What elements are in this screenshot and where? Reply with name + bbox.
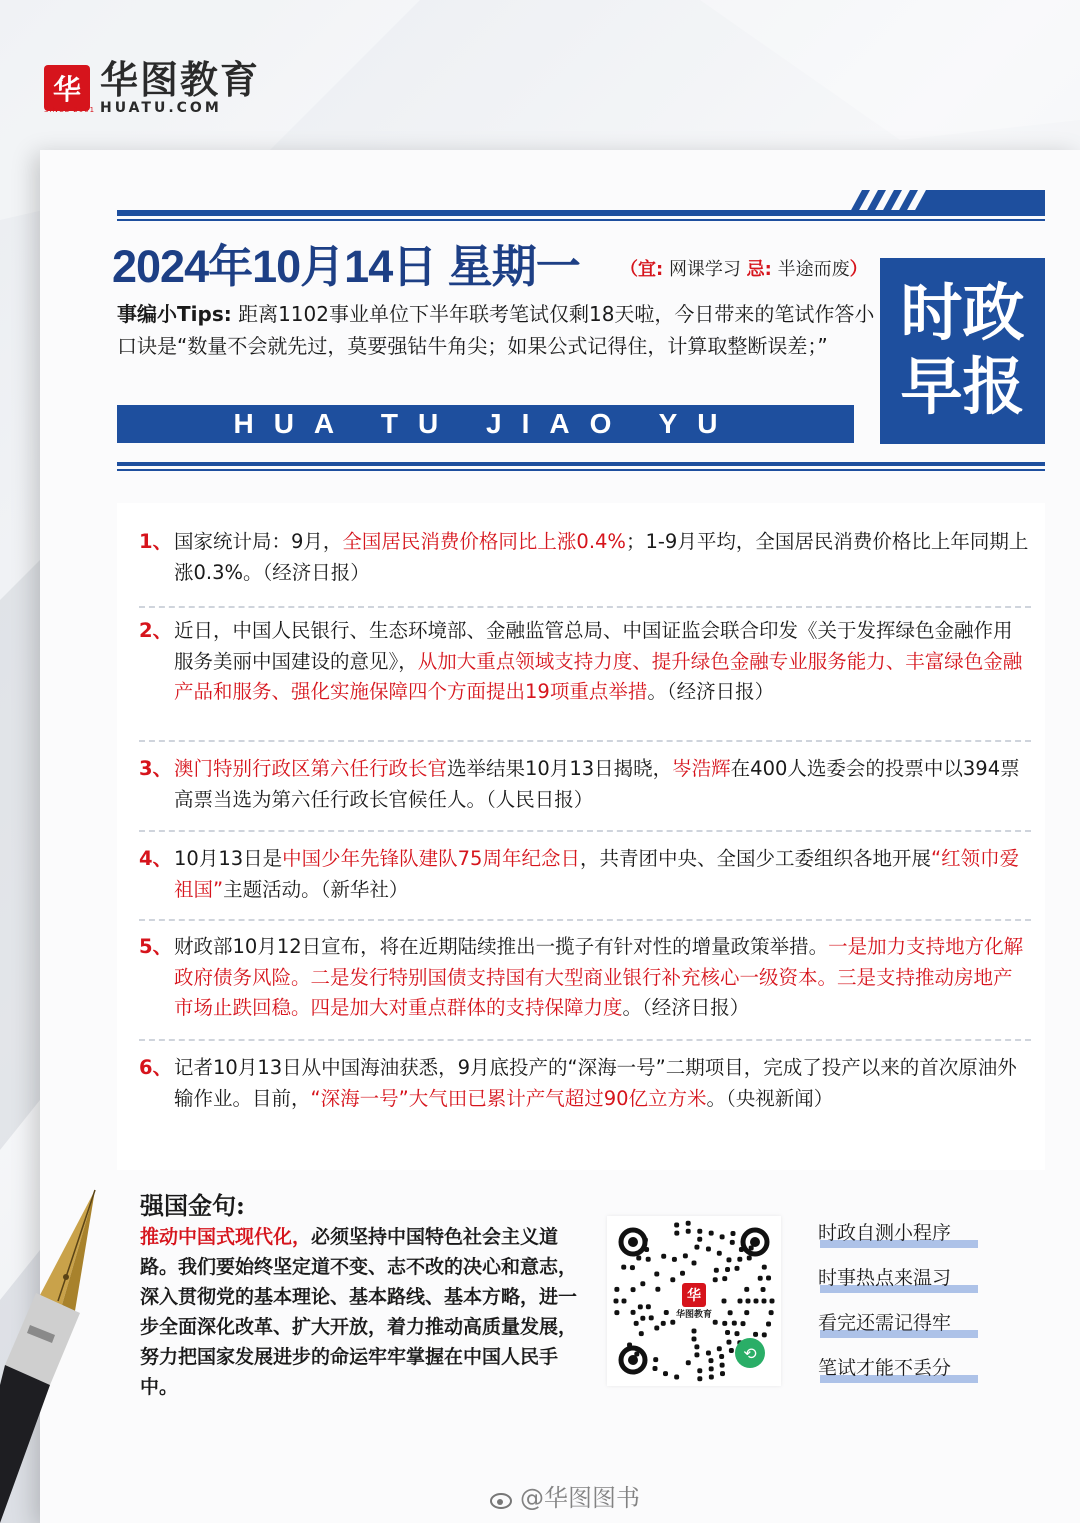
yi-label: 宜: — [638, 259, 664, 280]
mid-rule — [117, 462, 1045, 466]
slogan-list — [818, 1218, 951, 1398]
qr-center-logo — [669, 1276, 719, 1326]
news-divider — [139, 740, 1031, 742]
news-run: ；1-9月平均，全国居民消费价格比上年同期上涨0.3%。（经济日报） — [174, 530, 1029, 584]
news-highlight: 中国少年先锋队建队75周年纪念日 — [282, 847, 580, 870]
news-divider — [139, 1039, 1031, 1041]
qr-logo-name: 华图教育 — [675, 1309, 712, 1320]
top-rule-thin — [117, 219, 1045, 221]
fountain-pen-icon — [0, 1185, 110, 1523]
news-highlight: “红领巾爱祖国” — [174, 847, 1020, 901]
news-run: 。（经济日报） — [647, 680, 775, 703]
date-title: 2024年10月14日 星期一 — [112, 241, 580, 292]
yi-close: ） — [849, 259, 868, 280]
news-highlight: “深海一号”大气田已累计产气超过90亿立方米 — [310, 1086, 707, 1110]
golden-quote-lead: 推动中国式现代化， — [140, 1226, 312, 1248]
golden-quote-body — [140, 1222, 580, 1402]
mid-rule-thin — [117, 469, 1045, 471]
yi-ji-line — [620, 255, 868, 281]
news-highlight: 澳门特别行政区第六任行政长官 — [174, 757, 448, 780]
news-run: 10月13日是 — [174, 847, 283, 870]
news-run: 。（经济日报） — [622, 996, 750, 1019]
news-item — [139, 754, 1031, 815]
news-run: 财政部10月12日宣布，将在近期陆续推出一揽子有针对性的增量政策举措。 — [174, 935, 829, 958]
tips-text: 距离1102事业单位下半年联考笔试仅剩18天啦，今日带来的笔试作答小口诀是“数量不会就先过，莫要强钻牛角尖；如果公式记得住，计算取整断误差；” — [117, 302, 875, 358]
weibo-watermark: @华图图书 — [490, 1478, 640, 1513]
news-number: 3、 — [139, 757, 173, 780]
news-number: 5、 — [139, 935, 173, 958]
news-item — [139, 616, 1031, 708]
news-run: ，共青团中央、全国少工委组织各地开展 — [579, 847, 931, 870]
news-text — [174, 527, 1031, 588]
news-divider — [139, 830, 1031, 832]
news-text — [174, 754, 1031, 815]
tips-label: 事编小Tips: — [117, 302, 232, 326]
miniprogram-qr-code[interactable] — [607, 1216, 781, 1386]
news-number: 6、 — [139, 1056, 173, 1079]
weibo-icon — [490, 1488, 514, 1510]
slogan-item: 看完还需记得牢 — [818, 1308, 951, 1353]
news-item — [139, 844, 1031, 905]
slogan-item: 时事热点来温习 — [818, 1263, 951, 1308]
tips-paragraph — [117, 298, 879, 362]
slogan-item: 时政自测小程序 — [818, 1218, 951, 1263]
news-highlight: 岑浩辉 — [672, 757, 731, 780]
news-text — [174, 616, 1031, 708]
logo-since: SINCE 2001 — [44, 106, 96, 114]
news-divider — [139, 919, 1031, 921]
news-highlight: 全国居民消费价格同比上涨0.4% — [342, 530, 626, 553]
golden-quote-text: 必须坚持中国特色社会主义道路。我们要始终坚定道不变、志不改的决心和意志，深入贯彻党的基本理论、基本路线、基本方略，进一步全面深化改革、扩大开放，着力推动高质量发展，努力把国家发展进步的命运牢牢掌握在中国人民手中。 — [140, 1226, 578, 1398]
qr-logo-mark: 华 — [682, 1283, 706, 1307]
news-text — [174, 844, 1031, 905]
yi-open: （ — [620, 259, 638, 280]
news-run: 主题活动。（新华社） — [223, 877, 409, 901]
news-item — [139, 527, 1031, 588]
yi-text: 网课学习 — [668, 259, 741, 280]
news-run: 记者10月13日从中国海油获悉，9月底投产的“深海一号”二期项目，完成了投产以来的首次原油外输作业。目前， — [174, 1056, 1017, 1110]
side-title-line2: 早报 — [900, 350, 1025, 423]
news-item — [139, 1053, 1031, 1114]
brand-logo — [44, 60, 260, 116]
news-run: 。（央视新闻） — [706, 1086, 834, 1110]
side-title-line1: 时政 — [900, 276, 1025, 349]
news-item — [139, 932, 1031, 1024]
news-text — [174, 1053, 1031, 1114]
news-text — [174, 932, 1031, 1024]
huatu-banner: HUA TU JIAO YU — [117, 405, 854, 443]
golden-quote-title: 强国金句: — [140, 1191, 245, 1220]
news-panel — [117, 503, 1045, 1170]
logo-mark: 华 — [44, 65, 90, 111]
news-highlight: 一是加力支持地方化解政府债务风险。二是发行特别国债支持国有大型商业银行补充核心一级资本。三是支持推动房地产市场止跌回稳。四是加大对重点群体的支持保障力度 — [174, 935, 1024, 1019]
ji-text: 半途而废 — [777, 259, 850, 280]
decorative-stripes — [840, 190, 1045, 212]
news-number: 4、 — [139, 847, 173, 870]
side-title-box — [880, 258, 1045, 444]
news-run: 近日，中国人民银行、生态环境部、金融监管总局、中国证监会联合印发《关于发挥绿色金融作用 服务美丽中国建设的意见》， — [174, 619, 1033, 673]
news-number: 1、 — [139, 530, 173, 553]
wechat-miniprogram-icon: ⟲ — [735, 1338, 765, 1368]
logo-name-cn: 华图教育 — [100, 58, 261, 102]
news-run: 选举结果10月13日揭晓， — [447, 757, 673, 780]
news-highlight: 从加大重点领域支持力度、提升绿色金融专业服务能力、丰富绿色金融产品和服务、强化实施保障四个方面提出19项重点举措 — [174, 649, 1023, 703]
news-divider — [139, 606, 1031, 608]
news-run: 国家统计局：9月， — [174, 530, 343, 553]
logo-name-en: HUATU.COM — [100, 100, 222, 116]
slogan-item: 笔试才能不丢分 — [818, 1353, 951, 1398]
news-number: 2、 — [139, 619, 173, 642]
top-rule — [117, 210, 1045, 216]
ji-label: 忌: — [746, 259, 772, 280]
news-run: 在400人选委会的投票中以394票高票当选为第六任行政长官候任人。（人民日报） — [174, 757, 1020, 811]
